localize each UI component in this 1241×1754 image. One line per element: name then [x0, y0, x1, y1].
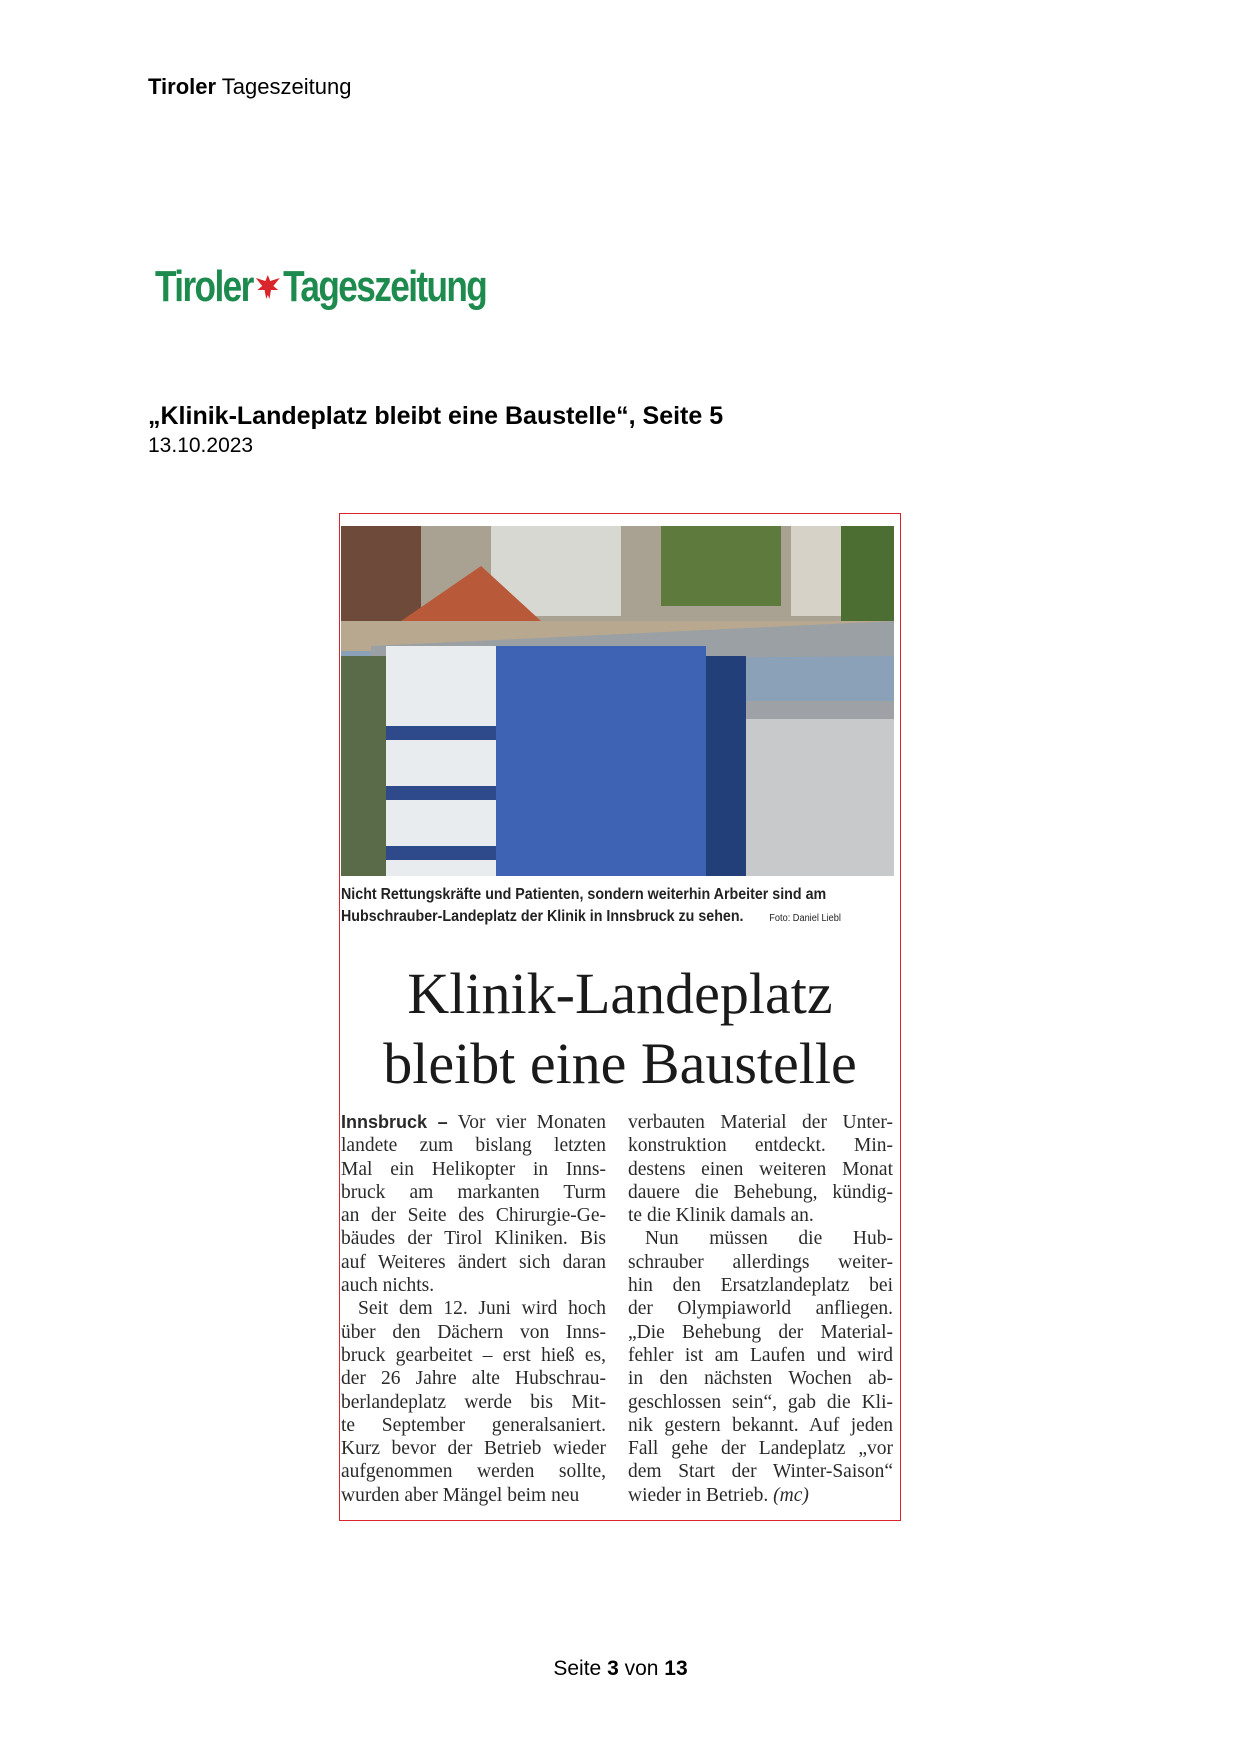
- body-line: nik gestern bekannt. Auf jeden: [628, 1414, 893, 1436]
- footer-total: 13: [664, 1657, 688, 1680]
- body-line: fehler ist am Laufen und wird: [628, 1344, 893, 1366]
- headline: [340, 959, 900, 1099]
- newspaper-logo: [155, 262, 486, 312]
- body-line: konstruktion entdeckt. Min-: [628, 1135, 893, 1157]
- body-line: „Die Behebung der Material-: [628, 1321, 893, 1343]
- header-bold: Tiroler: [148, 74, 217, 99]
- headline-line-2: bleibt eine Baustelle: [383, 1031, 857, 1096]
- newspaper-clipping: [339, 513, 901, 1521]
- body-line: Kurz bevor der Betrieb wieder: [341, 1438, 606, 1460]
- footer-mid: von: [624, 1657, 659, 1680]
- footer-prefix: Seite: [553, 1657, 602, 1680]
- article-date: 13.10.2023: [148, 434, 254, 457]
- body-line: aufgenommen werden sollte,: [341, 1461, 606, 1483]
- caption-text: Nicht Rettungskräfte und Patienten, sondern weiterhin Arbeiter sind am Hubschrauber-Landeplatz der Klinik in Innsbruck zu sehen.: [341, 886, 827, 925]
- logo-left: Tiroler: [155, 262, 253, 311]
- body-line: auf Weiteres ändert sich daran: [341, 1251, 606, 1273]
- article-photo: [341, 526, 894, 876]
- body-line: bäudes der Tirol Kliniken. Bis: [341, 1228, 606, 1250]
- body-line: bruck gearbeitet – erst hieß es,: [341, 1344, 606, 1366]
- body-line: [628, 1484, 893, 1507]
- body-line: Mal ein Helikopter in Inns-: [341, 1158, 606, 1180]
- photo-credit: Foto: Daniel Liebl: [769, 913, 841, 924]
- article-title: „Klinik-Landeplatz bleibt eine Baustelle“, Seite 5: [148, 402, 724, 430]
- body-line: Seit dem 12. Juni wird hoch: [358, 1298, 606, 1320]
- body-line: berlandeplatz werde bis Mit-: [341, 1391, 606, 1413]
- author-signature: (mc): [773, 1484, 809, 1506]
- body-line: landete zum bislang letzten: [341, 1135, 606, 1157]
- body-line: dauere die Behebung, kündig-: [628, 1181, 893, 1203]
- body-line: wurden aber Mängel beim neu: [341, 1484, 580, 1506]
- body-line: Fall gehe der Landeplatz „vor: [628, 1438, 893, 1460]
- body-line: bruck am markanten Turm: [341, 1181, 606, 1203]
- dateline: Innsbruck –: [341, 1112, 448, 1132]
- publication-header: [148, 74, 351, 100]
- body-line: dem Start der Winter-Saison“: [628, 1461, 893, 1483]
- body-line: te September generalsaniert.: [341, 1414, 606, 1436]
- body-line: der 26 Jahre alte Hubschrau-: [341, 1368, 606, 1390]
- page-footer: [0, 1657, 1241, 1681]
- body-column-1: [341, 1111, 606, 1507]
- body-line: verbauten Material der Unter-: [628, 1112, 893, 1133]
- footer-page: 3: [607, 1657, 619, 1680]
- eagle-icon: [254, 272, 281, 302]
- body-line: geschlossen sein“, gab die Kli-: [628, 1391, 893, 1413]
- headline-line-1: Klinik-Landeplatz: [407, 961, 833, 1026]
- body-text: wieder in Betrieb.: [628, 1484, 769, 1506]
- body-column-2: [628, 1111, 893, 1507]
- body-line: schrauber allerdings weiter-: [628, 1251, 893, 1273]
- body-line: an der Seite des Chirurgie-Ge-: [341, 1205, 606, 1227]
- body-text: Vor vier Monaten: [447, 1112, 606, 1133]
- body-line: te die Klinik damals an.: [628, 1205, 814, 1227]
- photo-caption: [341, 884, 893, 930]
- body-line: auch nichts.: [341, 1275, 435, 1297]
- body-line: [341, 1111, 606, 1134]
- body-line: der Olympiaworld anfliegen.: [628, 1298, 893, 1320]
- body-line: über den Dächern von Inns-: [341, 1321, 606, 1343]
- body-line: in den nächsten Wochen ab-: [628, 1368, 893, 1390]
- logo-right: Tageszeitung: [283, 262, 487, 311]
- body-line: destens einen weiteren Monat: [628, 1158, 893, 1180]
- header-rest: Tageszeitung: [221, 74, 352, 99]
- body-line: Nun müssen die Hub-: [645, 1228, 893, 1250]
- body-line: hin den Ersatzlandeplatz bei: [628, 1275, 893, 1297]
